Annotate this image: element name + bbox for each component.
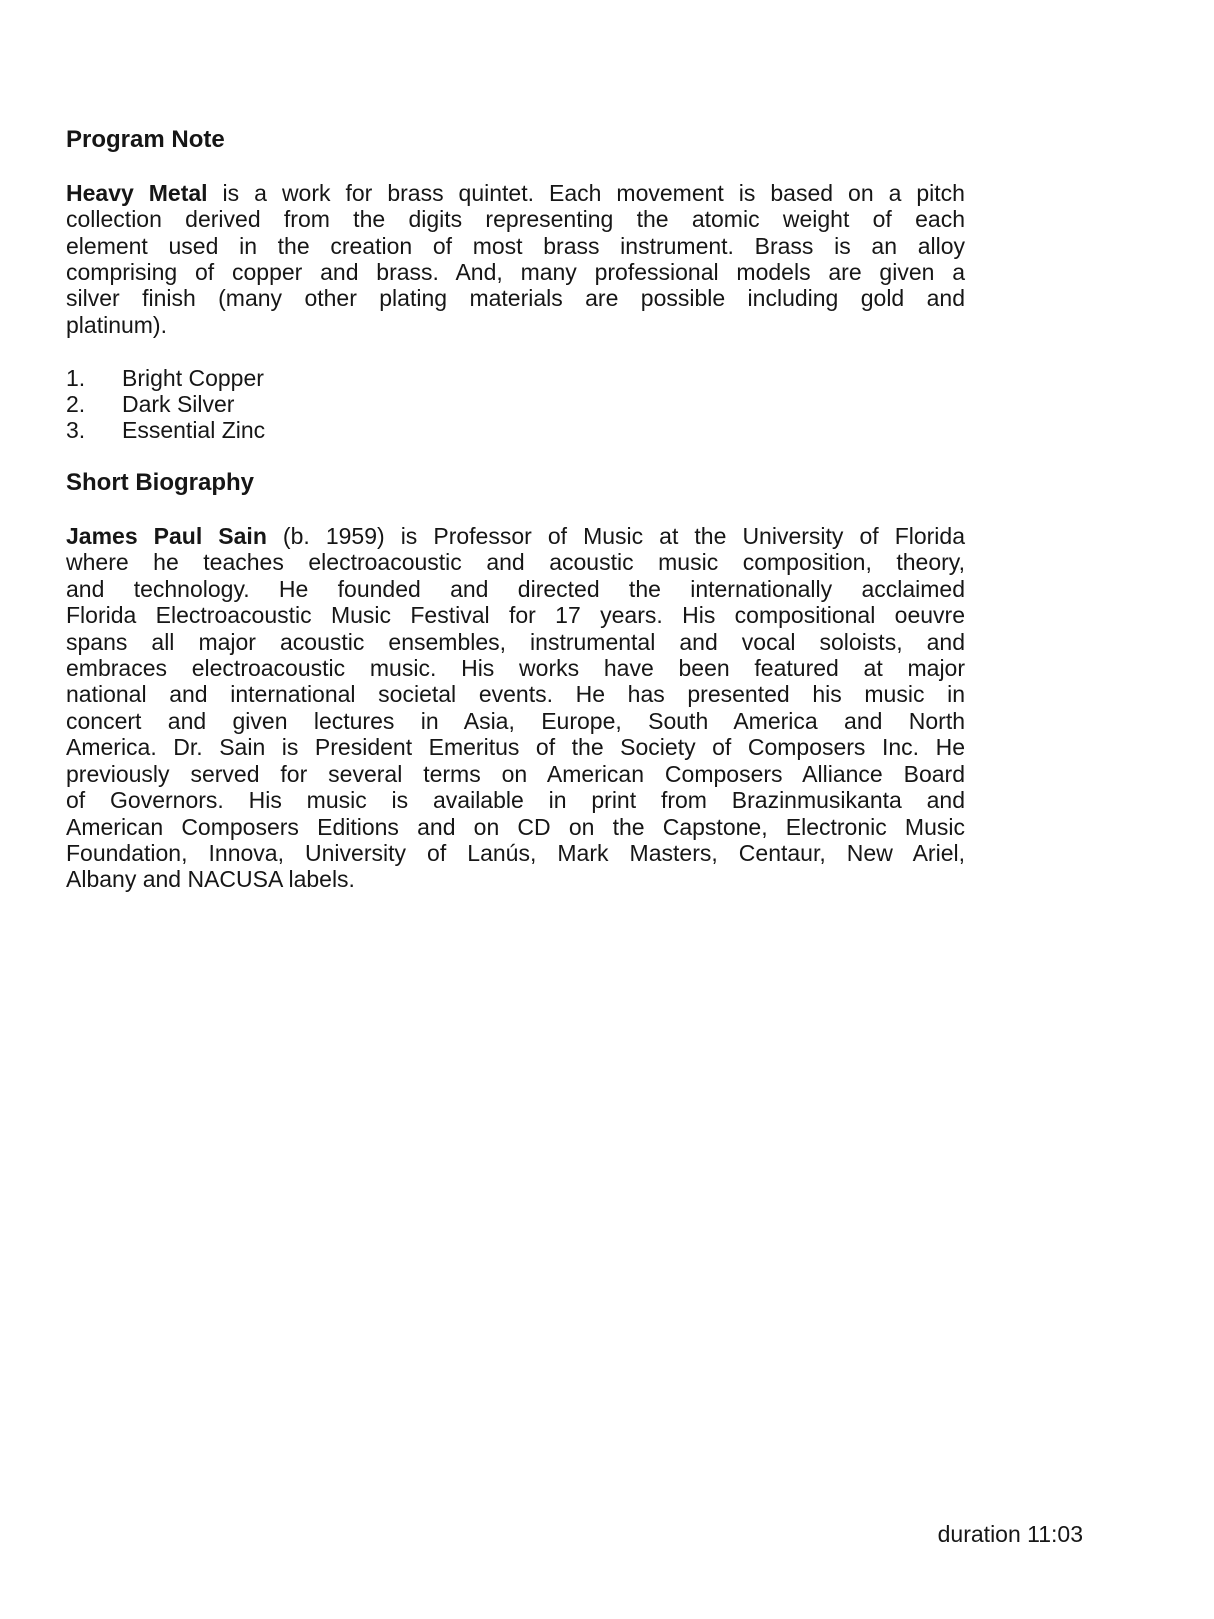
paragraph-line: where he teaches electroacoustic and acoustic music composition, theory, (66, 549, 965, 576)
program-note-paragraph (66, 180, 965, 338)
work-title: Heavy Metal (66, 179, 208, 206)
movement-number: 2. (66, 391, 86, 418)
biography-paragraph (66, 523, 965, 893)
paragraph-line: previously served for several terms on American Composers Alliance Board (66, 760, 965, 787)
movement-title: Essential Zinc (122, 417, 266, 444)
movement-item (66, 417, 965, 443)
movement-number: 3. (66, 417, 86, 444)
page-content (66, 0, 965, 893)
paragraph-line: American Composers Editions and on CD on the Capstone, Electronic Music (66, 813, 965, 840)
movement-title: Bright Copper (122, 364, 264, 391)
program-note-heading: Program Note (66, 126, 225, 153)
paragraph-line: Albany and NACUSA labels. (66, 866, 355, 893)
paragraph-line: comprising of copper and brass. And, many professional models are given a (66, 259, 965, 286)
paragraph-line: embraces electroacoustic music. His works have been featured at major (66, 655, 965, 682)
paragraph-line: America. Dr. Sain is President Emeritus of the Society of Composers Inc. He (66, 734, 965, 761)
movement-list (66, 365, 965, 444)
paragraph-line: Foundation, Innova, University of Lanús, Mark Masters, Centaur, New Ariel, (66, 839, 965, 866)
paragraph-line: platinum). (66, 311, 167, 338)
paragraph-line (66, 180, 965, 206)
paragraph-line-text: is a work for brass quintet. Each movement is based on a pitch (207, 179, 965, 206)
movement-item (66, 365, 965, 391)
paragraph-line: spans all major acoustic ensembles, instrumental and vocal soloists, and (66, 628, 965, 655)
duration-note: duration 11:03 (937, 1521, 1083, 1547)
movement-item (66, 391, 965, 417)
paragraph-line: national and international societal events. He has presented his music in (66, 681, 965, 708)
paragraph-line: of Governors. His music is available in print from Brazinmusikanta and (66, 787, 965, 814)
paragraph-line: Florida Electroacoustic Music Festival for 17 years. His compositional oeuvre (66, 602, 965, 629)
paragraph-line: concert and given lectures in Asia, Europe, South America and North (66, 707, 965, 734)
paragraph-line-text: (b. 1959) is Professor of Music at the University of Florida (266, 523, 965, 550)
short-biography-heading: Short Biography (66, 469, 255, 497)
paragraph-line: silver finish (many other plating materials are possible including gold and (66, 285, 965, 312)
movement-title: Dark Silver (122, 391, 235, 418)
paragraph-line (66, 523, 965, 549)
paragraph-line: and technology. He founded and directed the internationally acclaimed (66, 575, 965, 602)
composer-name: James Paul Sain (66, 523, 267, 550)
paragraph-line: element used in the creation of most brass instrument. Brass is an alloy (66, 232, 965, 259)
movement-number: 1. (66, 364, 86, 391)
paragraph-line: collection derived from the digits representing the atomic weight of each (66, 206, 965, 233)
